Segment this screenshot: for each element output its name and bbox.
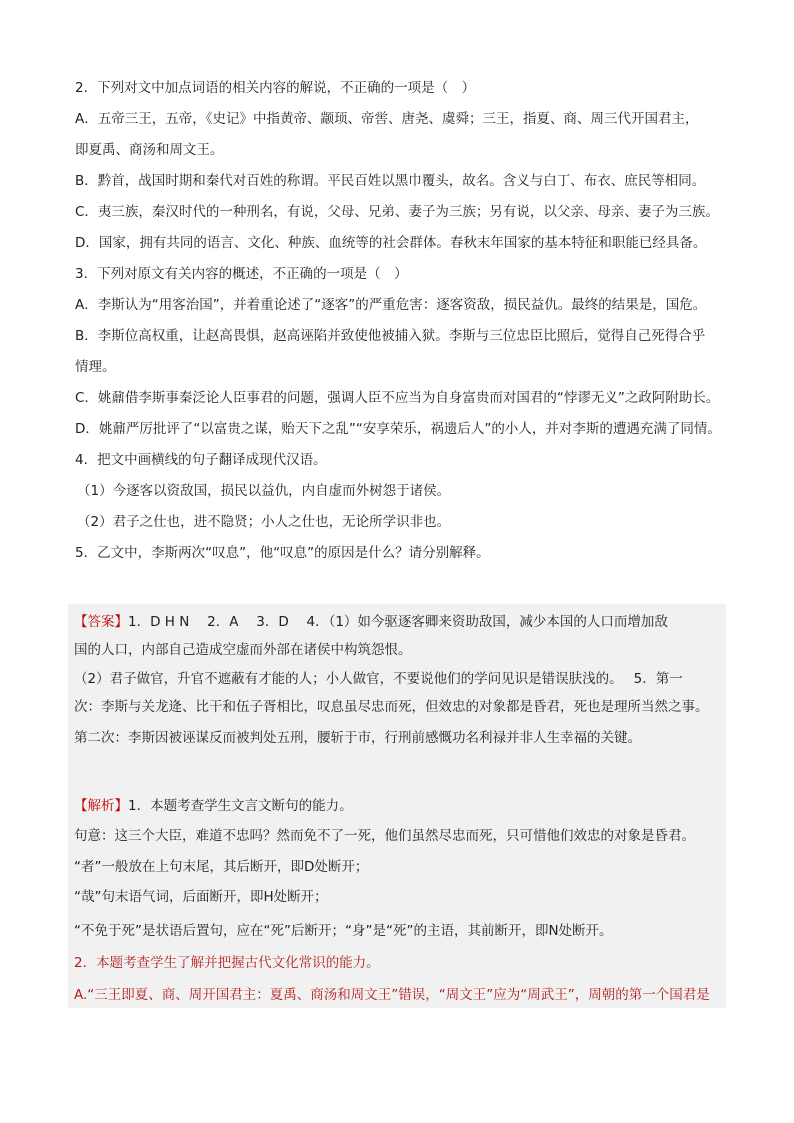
analysis-line-3: “者”一般放在上句末尾，其后断开，即D处断开； [74,859,369,875]
q3-option-b-line2: 情理。 [75,359,116,375]
q2-stem: 2．下列对文中加点词语的相关内容的解说，不正确的一项是（ ） [75,80,476,96]
analysis-line-4: “哉”句末语气词，后面断开，即H处断开； [74,889,328,905]
q2-option-c: C．夷三族，秦汉时代的一种刑名，有说，父母、兄弟、妻子为三族；另有说，以父亲、母亲、妻子为三族。 [75,204,719,220]
analysis-line-5: “不免于死”是状语后置句，应在“死”后断开；“身”是“死”的主语，其前断开，即N处断开。 [74,923,613,939]
analysis-line-6: 2．本题考查学生了解并把握古代文化常识的能力。 [74,955,380,971]
analysis-tag: 【解析】 [74,798,128,814]
q3-option-a: A．李斯认为“用客治国”，并着重论述了“逐客”的严重危害：逐客资敌，损民益仇。最终的结果是，国危。 [75,297,707,313]
analysis-text-1: 1．本题考查学生文言文断句的能力。 [128,798,353,814]
answer-line-2: 国的人口，内部自己造成空虚而外部在诸侯中构筑怨恨。 [74,642,412,658]
q3-option-b-line1: B．李斯位高权重，让赵高畏惧，赵高诬陷并致使他被捕入狱。李斯与三位忠臣比照后，觉得自己死得合乎 [75,328,706,344]
answer-analysis-box [68,604,726,1008]
q4-sentence-1: （1）今逐客以资敌国，损民以益仇，内自虚而外树怨于诸侯。 [77,483,451,499]
q4-stem: 4．把文中画横线的句子翻译成现代汉语。 [75,452,327,468]
analysis-line-7: A.“三王即夏、商、周开国君主：夏禹、商汤和周文王”错误，“周文王”应为“周武王”，周朝的第一个国君是 [74,987,710,1003]
q5-stem: 5．乙文中，李斯两次“叹息”，他“叹息”的原因是什么？请分别解释。 [75,545,490,561]
answer-line-4: 次：李斯与关龙逄、比干和伍子胥相比，叹息虽尽忠而死，但效忠的对象都是昏君，死也是理所当然之事。 [74,699,709,715]
analysis-line-1 [74,796,724,816]
q2-option-b: B．黔首，战国时期和秦代对百姓的称谓。平民百姓以黑巾覆头，故名。含义与白丁、布衣、庶民等相同。 [75,173,706,189]
q3-option-c: C．姚鼐借李斯事秦泛论人臣事君的问题，强调人臣不应当为自身富贵而对国君的“悖谬无义”之政阿附助长。 [75,390,720,406]
analysis-line-2: 句意：这三个大臣，难道不忠吗？然而免不了一死，他们虽然尽忠而死，只可惜他们效忠的对象是昏君。 [74,828,695,844]
answer-line-1 [74,612,724,632]
answer-line-5: 第二次：李斯因被诬谋反而被判处五刑，腰斩于市，行刑前感慨功名利禄并非人生幸福的关键。 [74,730,641,746]
question-section [75,73,735,569]
answer-line-3: （2）君子做官，升官不遮蔽有才能的人；小人做官，不要说他们的学问见识是错误肤浅的。 5．第一 [74,671,683,687]
answer-text-1: 1．D H N 2．A 3．D 4．（1）如今驱逐客卿来资助敌国，减少本国的人口而增加敌 [128,614,668,630]
answer-tag: 【答案】 [74,614,128,630]
q3-stem: 3．下列对原文有关内容的概述，不正确的一项是（ ） [75,266,408,282]
q2-option-d: D．国家，拥有共同的语言、文化、种族、血统等的社会群体。春秋末年国家的基本特征和职能已经具备。 [75,235,707,251]
q3-option-d: D．姚鼐严厉批评了“以富贵之谋，贻天下之乱”“安享荣乐，祸遗后人”的小人，并对李斯的遭遇充满了同情。 [75,421,721,437]
q2-option-a-line2: 即夏禹、商汤和周文王。 [75,142,224,158]
q2-option-a-line1: A．五帝三王，五帝，《史记》中指黄帝、颛顼、帝喾、唐尧、虞舜；三王，指夏、商、周三代开国君主， [75,111,699,127]
q4-sentence-2: （2）君子之仕也，进不隐贤；小人之仕也，无论所学识非也。 [77,514,451,530]
